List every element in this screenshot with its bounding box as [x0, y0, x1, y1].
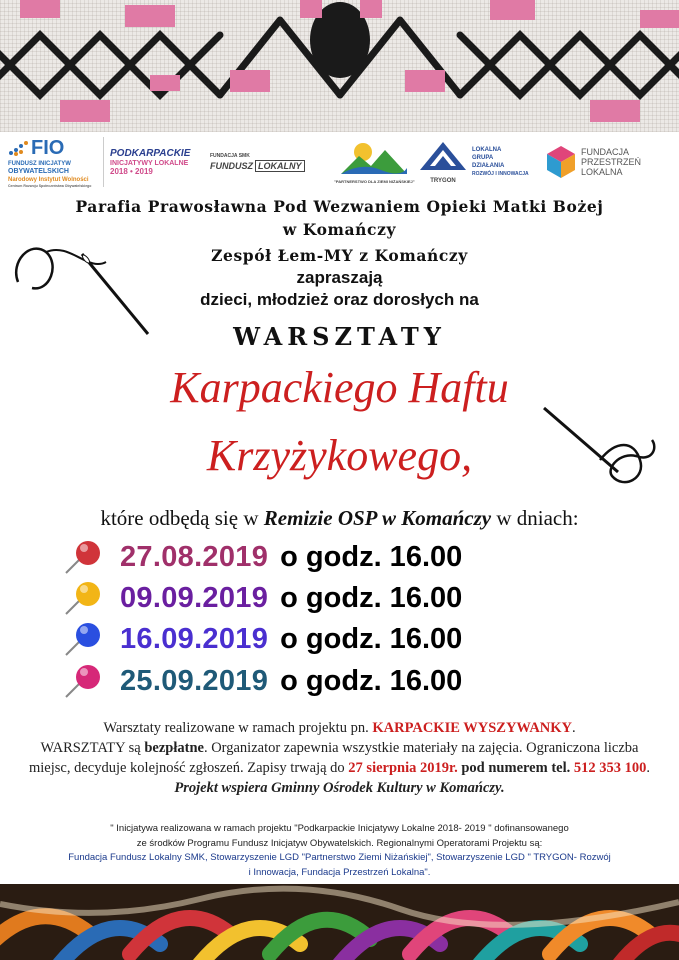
podkarpackie-logo — [103, 137, 190, 187]
przestrzen-line3: LOKALNA — [581, 167, 623, 177]
time-value: o godz. 16.00 — [280, 581, 463, 614]
fio-line2: OBYWATELSKICH — [8, 167, 69, 175]
trygon-logo — [418, 137, 529, 187]
fundusz-line3: LOKALNY — [255, 160, 305, 172]
date-value: 25.09.2019 — [120, 664, 269, 697]
date-row — [60, 619, 462, 659]
info-line4: Projekt wspiera Gminny Ośrodek Kultury w Komańczy. — [174, 780, 505, 796]
trygon-line1: TRYGON — [430, 177, 456, 184]
pod-line2: INICJATYWY LOKALNE — [110, 160, 189, 167]
fundusz-line2: FUNDUSZ — [210, 161, 253, 171]
fio-dots-icon — [8, 140, 28, 156]
info-block — [18, 718, 661, 798]
date-row — [60, 661, 462, 701]
fio-line3: Narodowy Instytut Wolności — [8, 176, 89, 183]
mountain-triangle-icon — [418, 140, 468, 172]
time-value: o godz. 16.00 — [280, 622, 463, 655]
footer-note — [55, 822, 624, 880]
info-text: WARSZTATY są — [40, 740, 145, 756]
time-value: o godz. 16.00 — [280, 664, 463, 697]
footer-line3: Fundacja Fundusz Lokalny SMK, Stowarzyszenie LGD "Partnerstwo Ziemi Niżańskiej", Stowarzyszenie LGD " TRYGON- Rozwój — [68, 852, 611, 863]
date-value: 27.08.2019 — [120, 540, 269, 573]
fio-logo — [8, 137, 91, 187]
info-text: pod numerem tel. — [457, 760, 574, 776]
pushpin-icon — [60, 578, 104, 618]
info-text: miejsc, decyduje kolejność zgłoszeń. Zapisy trwają do — [28, 760, 349, 776]
info-line1 — [18, 718, 661, 738]
title-line2: Krzyżykowego, — [206, 431, 473, 480]
date-value: 09.09.2019 — [120, 581, 269, 614]
date-value: 16.09.2019 — [120, 622, 269, 655]
project-name: KARPACKIE WYSZYWANKY — [372, 720, 573, 736]
org-line2: w Komańczy — [282, 220, 397, 239]
phone-number: 512 353 100 — [573, 760, 647, 776]
date-row — [60, 537, 462, 577]
time-value: o godz. 16.00 — [280, 540, 463, 573]
org-line3: Zespół Łem-MY z Komańczy — [211, 246, 468, 265]
fio-line4: Centrum Rozwoju Społeczeństwa Obywatelskiego — [8, 183, 92, 188]
info-text: . — [572, 720, 576, 736]
info-text: . — [646, 760, 650, 776]
info-line2 — [18, 738, 661, 758]
partnerstwo-logo — [334, 137, 415, 187]
invite-line2: dzieci, młodzież oraz dorosłych na — [200, 290, 479, 309]
embroidery-threads-image — [0, 884, 679, 960]
przestrzen-line2: PRZESTRZEŃ — [581, 157, 642, 167]
info-text: Warsztaty realizowane w ramach projektu pn. — [103, 720, 373, 736]
pod-line1: PODKARPACKIE — [110, 148, 191, 159]
free-label: bezpłatne — [144, 740, 204, 756]
trygon-line3: GRUPA — [472, 155, 494, 161]
pushpin-icon — [60, 537, 104, 577]
date-row — [60, 578, 462, 618]
org-line1: Parafia Prawosławna Pod Wezwaniem Opieki Matki Bożej — [75, 197, 604, 216]
title-line1: Karpackiego Haftu — [170, 363, 509, 412]
intro-place: Remizie OSP w Komańczy — [263, 506, 492, 530]
fio-main: FIO — [31, 136, 65, 159]
footer-line4: i Innowacja, Fundacja Przestrzeń Lokalna". — [248, 866, 431, 878]
intro-text — [0, 506, 679, 531]
partnerstwo-line1: "PARTNERSTWO DLA ZIEMI NIŻAŃSKIEJ" — [334, 179, 415, 184]
pod-line3: 2018 • 2019 — [110, 167, 153, 176]
przestrzen-line1: FUNDACJA — [581, 147, 630, 157]
workshops-heading: WARSZTATY — [233, 322, 446, 351]
pushpin-icon — [60, 619, 104, 659]
fundusz-lokalny-logo — [210, 137, 305, 187]
fio-line1: FUNDUSZ INICJATYW — [8, 160, 71, 167]
needle-thread-icon — [10, 232, 160, 342]
info-line3 — [18, 758, 661, 778]
cubes-icon — [545, 144, 577, 180]
footer-line1: " Inicjatywa realizowana w ramach projektu "Podkarpackie Inicjatywy Lokalne 2018- 2019 " dofinansowanego — [110, 823, 569, 834]
embroidery-banner — [0, 0, 679, 132]
fundusz-line1: FUNDACJA SMK — [210, 153, 250, 159]
pushpin-icon — [60, 661, 104, 701]
footer-line2: ze środków Programu Fundusz Inicjatyw Obywatelskich. Regionalnymi Operatorami Projektu są: — [136, 837, 543, 849]
cross-stitch-pattern — [0, 0, 679, 132]
invite-line1: zapraszają — [296, 268, 383, 287]
trygon-line5: ROZWÓJ I INNOWACJA — [472, 171, 529, 177]
intro-post: w dniach: — [491, 506, 579, 530]
threads-banner — [0, 884, 679, 960]
info-text: . Organizator zapewnia wszystkie materiały na zajęcia. Ograniczona liczba — [203, 740, 639, 756]
przestrzen-logo — [545, 137, 641, 187]
trygon-line4: DZIAŁANIA — [472, 163, 505, 169]
trygon-line2: LOKALNA — [472, 147, 502, 153]
sponsor-logos — [0, 133, 679, 191]
landscape-icon — [341, 140, 407, 174]
deadline-date: 27 sierpnia 2019r. — [348, 760, 458, 776]
intro-pre: które odbędą się w — [100, 506, 264, 530]
